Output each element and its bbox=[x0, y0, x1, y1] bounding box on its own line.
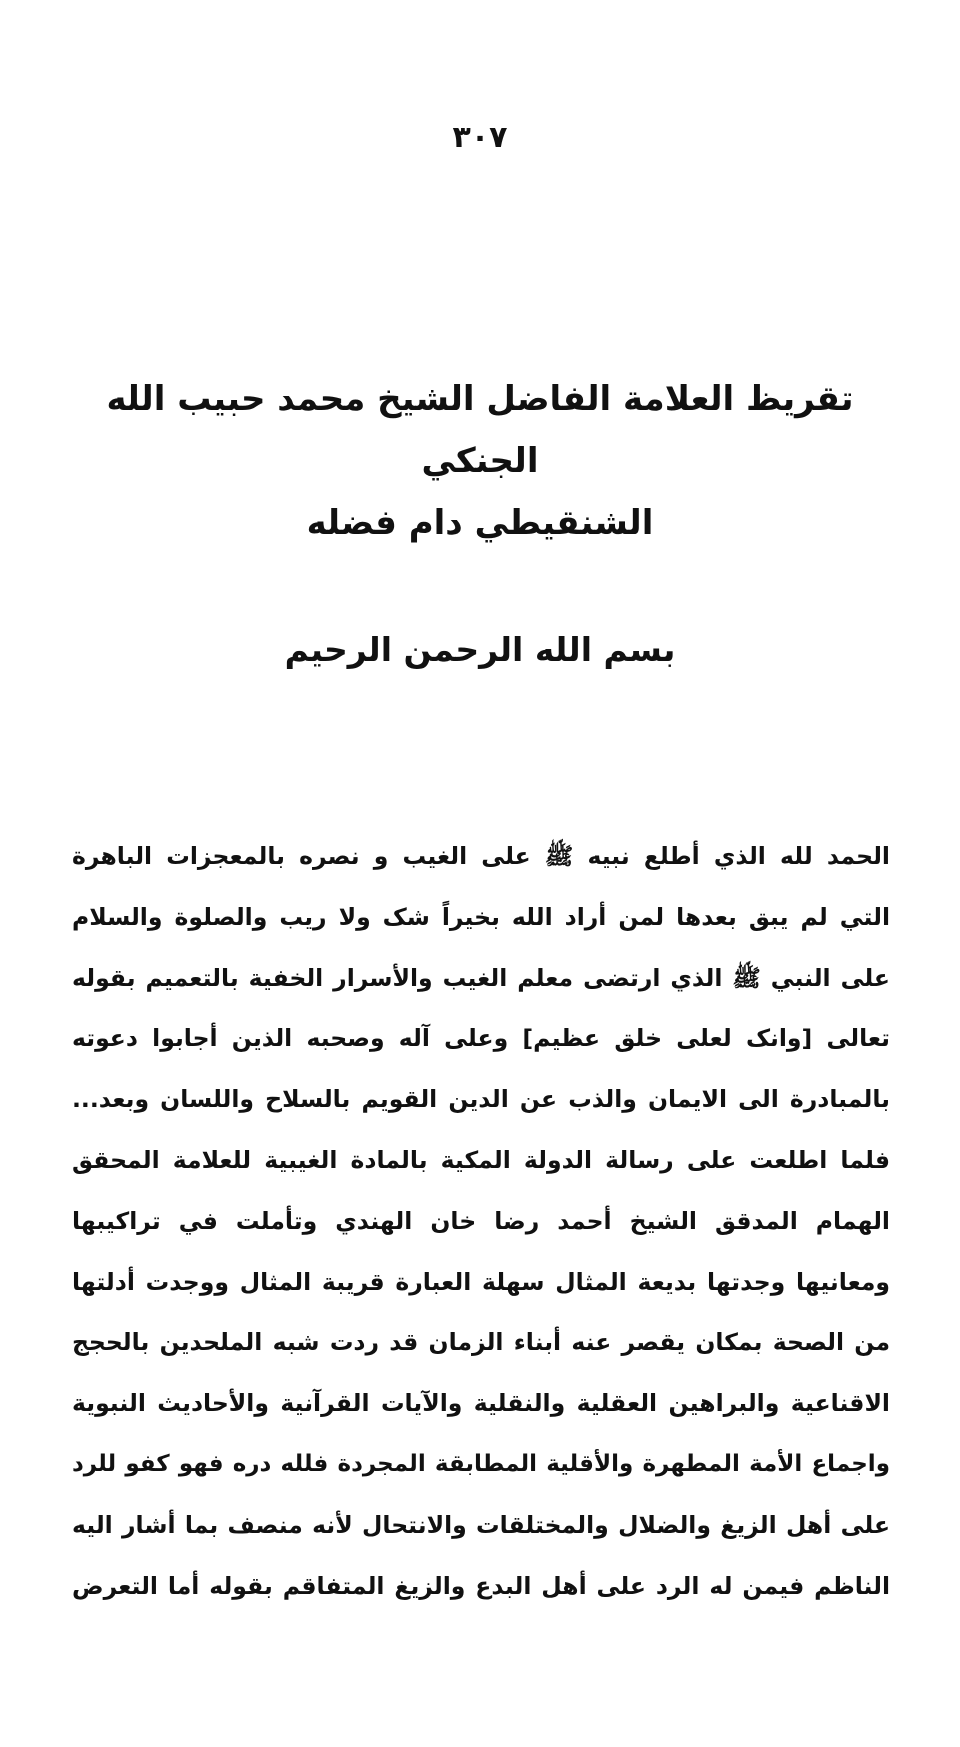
basmala-heading: بسم الله الرحمن الرحيم bbox=[284, 630, 676, 669]
body-line: الناظم فيمن له الرد على أهل البدع والزيغ المتفاقم بقوله أما التعرض bbox=[72, 1571, 890, 1600]
body-line: فلما اطلعت على رسالة الدولة المكية بالمادة الغيبية للعلامة المحقق bbox=[72, 1145, 890, 1174]
body-line: ومعانيها وجدتها بديعة المثال سهلة العبارة قريبة المثال ووجدت أدلتها bbox=[72, 1267, 890, 1296]
body-paragraph bbox=[72, 826, 890, 1616]
body-line: على أهل الزيغ والضلال والمختلقات والانتحال لأنه منصف بما أشار اليه bbox=[72, 1510, 890, 1539]
title-line: تقريظ العلامة الفاضل الشيخ محمد حبيب الله الجنكي bbox=[106, 379, 854, 481]
body-line: بالمبادرة الى الايمان والذب عن الدين القويم بالسلاح واللسان وبعد... bbox=[72, 1085, 890, 1114]
body-line: تعالى [وانک لعلى خلق عظيم] وعلى آله وصحبه الذين أجابوا دعوته bbox=[72, 1024, 890, 1053]
title-line: الشنقيطي دام فضله bbox=[306, 503, 654, 543]
body-line: على النبي ﷺ الذي ارتضى معلم الغيب والأسرار الخفية بالتعميم بقوله bbox=[72, 963, 890, 992]
page-number: ٣٠٧ bbox=[452, 120, 508, 155]
body-line: الاقناعية والبراهين العقلية والنقلية والآيات القرآنية والأحاديث النبوية bbox=[72, 1389, 890, 1418]
body-line: التي لم يبق بعدها لمن أراد الله بخيراً شک ولا ريب والصلوة والسلام bbox=[72, 902, 890, 931]
body-line: واجماع الأمة المطهرة والأقلية المطابقة المجردة فلله دره فهو كفو للرد bbox=[72, 1450, 890, 1477]
body-line: الهمام المدقق الشيخ أحمد رضا خان الهندي وتأملت في تراكيبها bbox=[72, 1206, 890, 1235]
page-title bbox=[80, 368, 880, 554]
body-line: الحمد لله الذي أطلع نبيه ﷺ على الغيب و نصره بالمعجزات الباهرة bbox=[72, 842, 890, 870]
body-line: من الصحة بمكان يقصر عنه أبناء الزمان قد ردت شبه الملحدين بالحجج bbox=[72, 1328, 890, 1357]
